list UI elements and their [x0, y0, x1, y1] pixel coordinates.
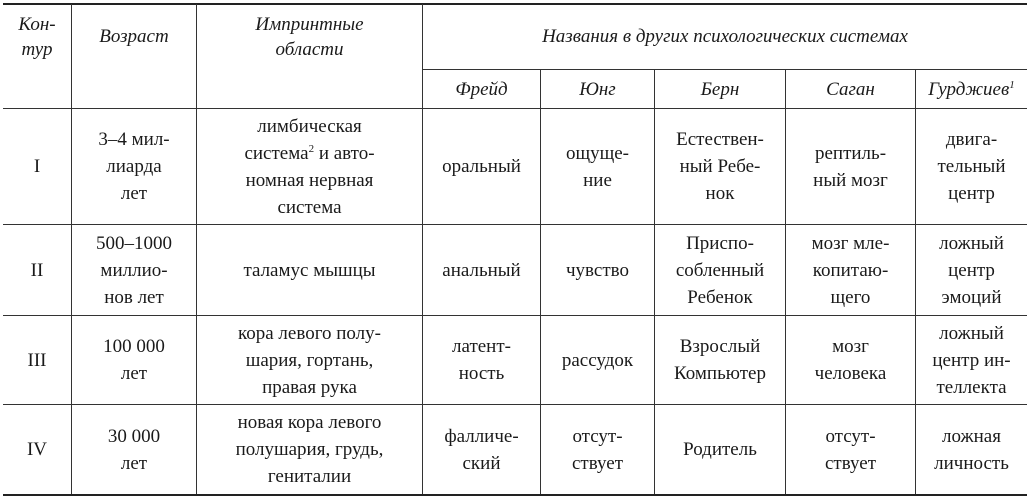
- cell-gurdjieff: ложный центр эмоций: [939, 232, 1004, 308]
- header-contour: [3, 4, 71, 69]
- cell-bern: Приспо- собленный Ребенок: [675, 232, 765, 308]
- header-system-gurdjieff: Гурджиев$^1$: [928, 78, 1015, 100]
- header-imprint-line: области: [275, 38, 344, 60]
- cell-age: 3–4 мил- лиарда лет: [98, 129, 170, 204]
- cell-imprint: кора левого полу- шария, гортань, правая рука: [237, 322, 381, 398]
- cell-sagan: мозг мле- копитаю- щего: [811, 232, 890, 308]
- cell-bern: Взрослый Компьютер: [674, 336, 766, 384]
- cell-contour: I: [33, 156, 41, 177]
- header-imprint: [197, 4, 422, 69]
- cell-sagan: мозг человека: [814, 336, 887, 384]
- header-system-jung: Юнг: [579, 78, 616, 100]
- header-age: Возраст: [99, 26, 169, 47]
- cell-gurdjieff: ложная личность: [934, 425, 1009, 474]
- cell-contour: IV: [26, 439, 48, 460]
- cell-freud: латент- ность: [452, 336, 511, 384]
- cell-imprint: таламус мышцы: [243, 259, 376, 281]
- cell-imprint: лимбическая система$^2$ и авто- номная нервная система: [244, 115, 375, 218]
- header-system-bern: Берн: [700, 78, 740, 100]
- cell-sagan: отсут- ствует: [824, 425, 877, 474]
- cell-age: 100 000 лет: [103, 336, 165, 384]
- cell-jung: рассудок: [561, 349, 634, 371]
- cell-contour: III: [27, 349, 47, 371]
- header-system-sagan: Саган: [826, 78, 875, 100]
- cell-freud: фалличе- ский: [444, 425, 519, 474]
- cell-jung: чувство: [566, 259, 629, 281]
- cell-age: 500–1000 миллио- нов лет: [96, 232, 172, 308]
- cell-imprint: новая кора левого полушария, грудь, гениталии: [235, 412, 384, 487]
- cell-freud: оральный: [442, 156, 521, 177]
- cell-contour: II: [30, 259, 44, 281]
- table-bottom-rule: [3, 494, 1027, 496]
- header-other-systems: Названия в других психологических системах: [542, 26, 908, 47]
- header-imprint-line: Импринтные: [255, 13, 364, 35]
- cell-gurdjieff: ложный центр ин- теллекта: [932, 322, 1011, 398]
- cell-gurdjieff: двига- тельный центр: [937, 129, 1006, 204]
- footnote-mark: 2: [308, 142, 315, 155]
- footnote-mark: 1: [1009, 78, 1015, 91]
- cell-bern: Естествен- ный Ребе- нок: [676, 129, 764, 204]
- header-contour-line: тур: [21, 38, 53, 60]
- cell-age: 30 000 лет: [107, 425, 161, 474]
- cell-freud: анальный: [442, 259, 521, 281]
- header-contour-line: Кон-: [18, 13, 56, 35]
- cell-bern: Родитель: [683, 439, 757, 460]
- header-system-freud: Фрейд: [455, 78, 508, 100]
- cell-jung: ощуще- ние: [565, 142, 630, 191]
- cell-jung: отсут- ствует: [571, 425, 624, 474]
- cell-sagan: рептиль- ный мозг: [813, 142, 888, 191]
